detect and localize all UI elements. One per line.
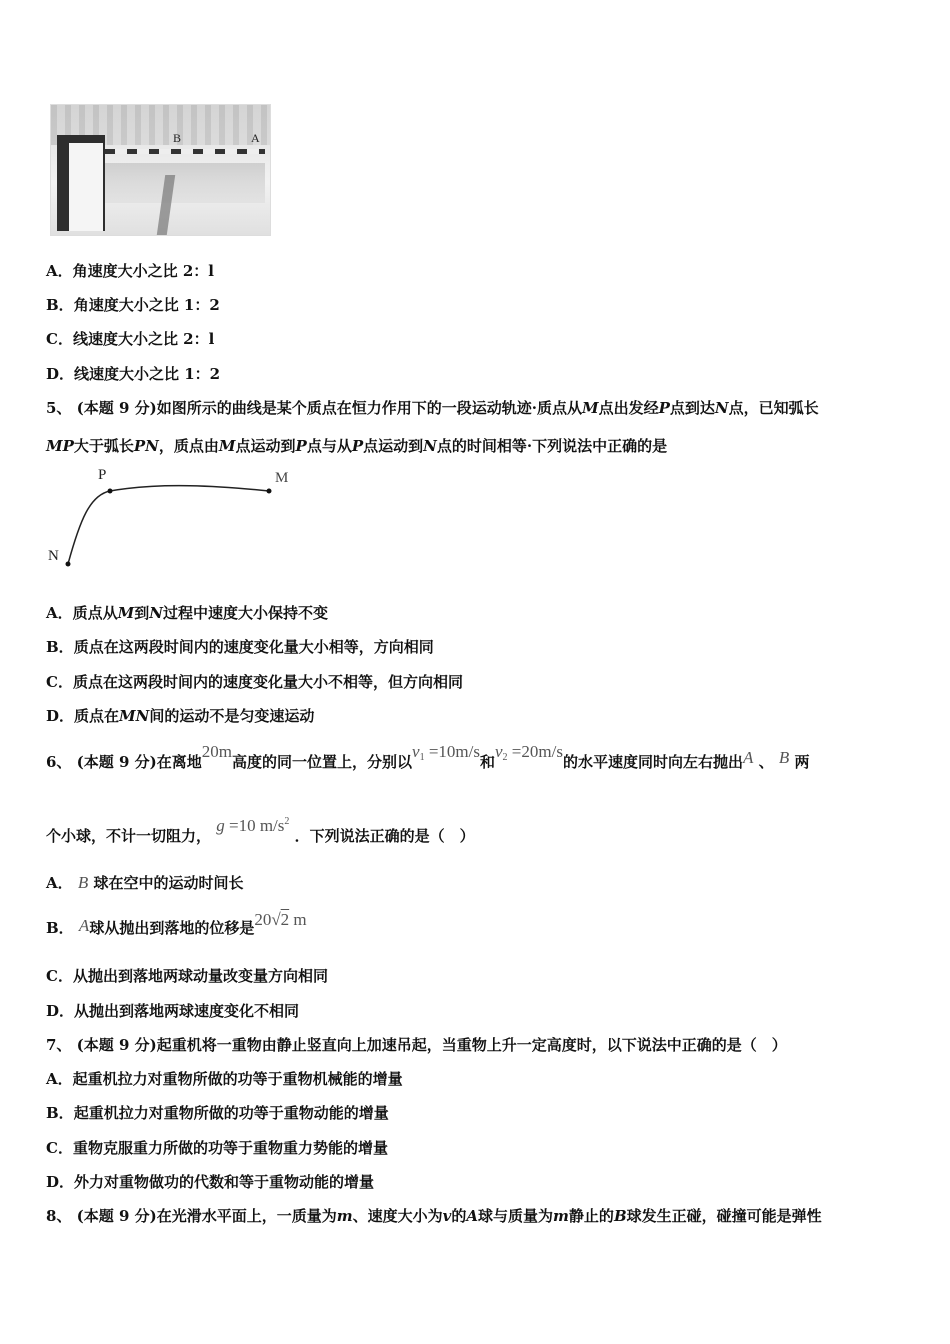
point-m-label: M [275,470,289,486]
q7-option-c: C．重物克服重力所做的功等于重物重力势能的增量 [46,1139,388,1157]
q4-option-a: A．角速度大小之比 2：l [46,262,214,280]
point-n-label: N [48,548,59,564]
gate-booth-face [69,143,103,231]
q6-stem-line1: 6、 (本题 9 分)在离地20m高度的同一位置上，分别以$v_1 =10m/s$和$v_2 =20m/s$的水平速度同时向左右抛出A 、 B 两 [46,742,810,771]
q6-option-b: B． A球从抛出到落地的位移是20√2 m [46,910,307,937]
q7-option-d: D．外力对重物做功的代数和等于重物动能的增量 [46,1173,375,1191]
point-p-label: P [98,467,107,483]
q6-option-a: A． B 球在空中的运动时间长 [46,873,244,892]
q5-option-d: D．质点在MN间的运动不是匀变速运动 [46,707,315,725]
point-a-label: A [251,131,260,145]
point-p-dot [108,489,113,494]
point-m-dot [267,489,272,494]
q6-option-c: C．从抛出到落地两球动量改变量方向相同 [46,967,328,985]
q5-option-a: A．质点从M到N过程中速度大小保持不变 [46,604,329,622]
q5-stem-line2: MP大于弧长PN，质点由M点运动到P点与从P点运动到N点的时间相等·下列说法中正确的是 [46,437,668,455]
q4-option-c: C．线速度大小之比 2：l [46,330,215,348]
trajectory-curve [68,486,269,564]
trajectory-figure [40,460,310,580]
parked-cars [105,163,265,203]
q5-stem-line1: 5、 (本题 9 分)如图所示的曲线是某个质点在恒力作用下的一段运动轨迹·质点从M点出发经P点到达N点，已知弧长 [46,399,819,417]
parking-gate-photo [50,104,271,236]
point-b-label: B [173,131,182,145]
q4-option-b: B．角速度大小之比 1：2 [46,296,220,314]
q7-option-a: A．起重机拉力对重物所做的功等于重物机械能的增量 [46,1070,403,1088]
q5-option-c: C．质点在这两段时间内的速度变化量大小不相等，但方向相同 [46,673,463,691]
point-n-dot [66,562,71,567]
q6-stem-line2: 个小球，不计一切阻力， g =10 $m/s^2$ ．下列说法正确的是（ ） [46,816,475,845]
q8-stem: 8、 (本题 9 分)在光滑水平面上，一质量为m、速度大小为v的A球与质量为m静止的B球发生正碰，碰撞可能是弹性 [46,1207,822,1225]
q5-option-b: B．质点在这两段时间内的速度变化量大小相等，方向相同 [46,638,434,656]
q7-stem: 7、 (本题 9 分)起重机将一重物由静止竖直向上加速吊起，当重物上升一定高度时，以下说法中正确的是（ ） [46,1036,787,1054]
q6-option-d: D．从抛出到落地两球速度变化不相同 [46,1002,300,1020]
q4-option-d: D．线速度大小之比 1：2 [46,365,221,383]
q7-option-b: B．起重机拉力对重物所做的功等于重物动能的增量 [46,1104,389,1122]
gate-bar [105,149,265,154]
